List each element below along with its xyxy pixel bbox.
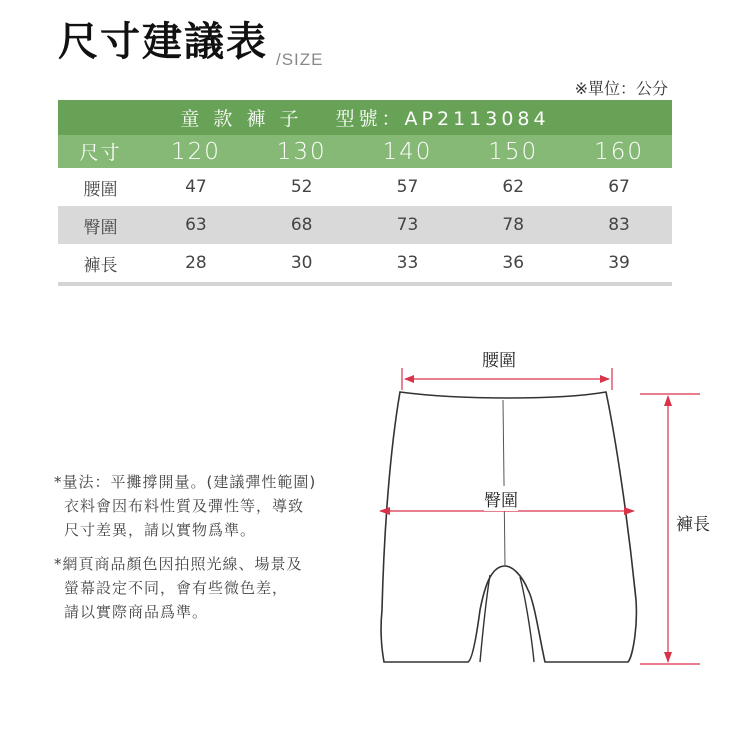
shorts-outline (381, 392, 636, 662)
note-line: *網頁商品顏色因拍照光線、場景及 (54, 555, 303, 573)
size-label-header: 尺寸 (58, 135, 143, 168)
note-line: 尺寸差異，請以實物爲準。 (64, 521, 257, 539)
hip-label: 臀圍 (484, 486, 518, 511)
hip-arrowhead-left (379, 507, 390, 515)
waist-arrowhead-left (404, 375, 414, 383)
table-cell: 33 (355, 244, 461, 284)
table-cell: 47 (143, 168, 249, 206)
size-header-cell: 160 (566, 135, 672, 168)
table-cell: 78 (460, 206, 566, 244)
size-header-cell: 130 (249, 135, 355, 168)
table-cell: 73 (355, 206, 461, 244)
table-cell: 68 (249, 206, 355, 244)
note-line: 請以實際商品爲準。 (64, 603, 209, 621)
table-cell: 30 (249, 244, 355, 284)
note-line: 螢幕設定不同，會有些微色差， (64, 579, 289, 597)
page-title: 尺寸建議表 (58, 18, 268, 65)
note-line: 衣料會因布料性質及彈性等，導致 (64, 497, 305, 515)
waist-arrowhead-right (600, 375, 610, 383)
table-cell: 63 (143, 206, 249, 244)
table-cell: 52 (249, 168, 355, 206)
table-cell: 39 (566, 244, 672, 284)
hip-arrowhead-right (624, 507, 635, 515)
size-header-cell: 150 (460, 135, 566, 168)
table-cell: 36 (460, 244, 566, 284)
product-line-header: 童 款 褲 子 型號：AP2113084 (58, 100, 672, 135)
waist-label: 腰圍 (482, 351, 516, 371)
row-label: 腰圍 (58, 168, 143, 206)
size-header-cell: 140 (355, 135, 461, 168)
table-cell: 28 (143, 244, 249, 284)
table-cell: 62 (460, 168, 566, 206)
size-header-cell: 120 (143, 135, 249, 168)
page-subtitle: /SIZE (276, 50, 324, 69)
length-arrowhead-bottom (664, 652, 672, 663)
table-cell: 83 (566, 206, 672, 244)
table-cell: 57 (355, 168, 461, 206)
table-cell: 67 (566, 168, 672, 206)
row-label: 褲長 (58, 244, 143, 284)
length-label: 褲長 (676, 515, 710, 535)
row-label: 臀圍 (58, 206, 143, 244)
unit-note: ※單位：公分 (574, 79, 668, 98)
length-arrowhead-top (664, 395, 672, 406)
note-line: *量法：平攤撐開量。(建議彈性範圍) (54, 473, 317, 491)
